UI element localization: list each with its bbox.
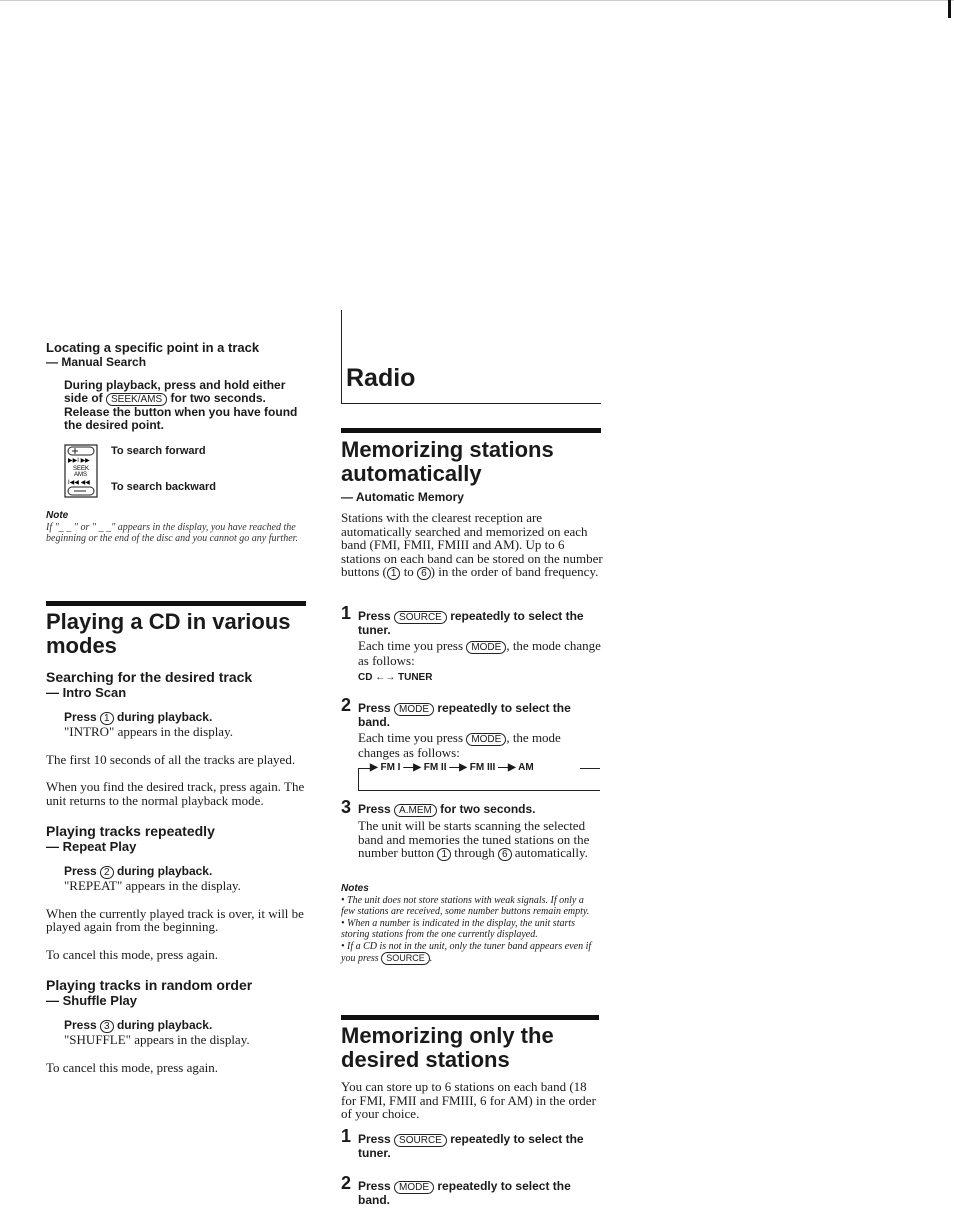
- note-heading: Note: [46, 510, 69, 521]
- playing-modes-title: Playing a CD in various modes: [46, 609, 291, 658]
- repeat-press-line: Press 2 during playback.: [64, 864, 213, 878]
- button-6-key: 6: [417, 567, 431, 580]
- auto-step-3: Press A.MEM for two seconds. The unit will be starts scanning the selected band and memories the tuned stations on the number button 1 through 6 automatically.: [358, 803, 603, 861]
- mode-key: MODE: [466, 733, 506, 746]
- auto-subtitle: — Automatic Memory: [341, 490, 464, 504]
- desired-title: Memorizing only the desired stations: [341, 1023, 554, 1072]
- desired-step-2: Press MODE repeatedly to select the band.: [358, 1179, 571, 1207]
- button-1-key: 1: [387, 567, 401, 580]
- radio-box-bottom-line: [341, 403, 601, 404]
- source-key: SOURCE: [394, 611, 447, 624]
- auto-step-1-body: Each time you press MODE , the mode change as follows:: [358, 638, 601, 668]
- radio-section-title: Radio: [346, 364, 416, 392]
- notes-heading: Notes: [341, 883, 369, 894]
- intro-paragraph-1: The first 10 seconds of all the tracks are played.: [46, 751, 296, 767]
- locating-section: [46, 340, 311, 432]
- auto-step-3-number: 3: [341, 797, 352, 817]
- shuffle-subtitle: — Shuffle Play: [46, 993, 138, 1008]
- auto-notes: [341, 883, 596, 965]
- svg-text:▶▶I ▶▶: ▶▶I ▶▶: [68, 458, 90, 464]
- auto-intro: Stations with the clearest reception are automatically searched and memorized on each band (FMI, FMII, FMIII and AM). Up to 6 stations on each band can be stored on the number buttons ( 1 to 6 ) in the order of band frequency.: [341, 510, 603, 579]
- auto-step-1-number: 1: [341, 603, 352, 623]
- svg-text:I◀◀ ◀◀: I◀◀ ◀◀: [68, 480, 90, 486]
- repeat-paragraph-1: When the currently played track is over, it will be played again from the beginning.: [46, 905, 304, 934]
- auto-step-2-body: Each time you press MODE , the mode changes as follows:: [358, 730, 561, 760]
- flow-line-bottom: [358, 790, 600, 791]
- svg-text:AMS: AMS: [74, 472, 88, 478]
- band-flow-text: ▶ FM I —▶ FM II —▶ FM III —▶ AM: [370, 762, 534, 773]
- note-text: If "_ _ " or " _ _" appears in the display, you have reached the beginning or the end of the disc and you cannot go any further.: [46, 521, 298, 544]
- button-1-key: 1: [437, 848, 451, 861]
- search-backward-label: To search backward: [111, 481, 216, 493]
- svg-text:SEEK: SEEK: [73, 466, 90, 472]
- repeat-paragraph-2: To cancel this mode, press again.: [46, 946, 219, 962]
- band-flow-diagram: [358, 760, 600, 792]
- desired-step-1-number: 1: [341, 1126, 352, 1146]
- repeat-title: Playing tracks repeatedly: [46, 823, 215, 839]
- shuffle-title: Playing tracks in random order: [46, 977, 253, 993]
- source-key: SOURCE: [394, 1134, 447, 1147]
- shuffle-press-line: Press 3 during playback.: [64, 1018, 213, 1032]
- desired-intro: You can store up to 6 stations on each band (18 for FMI, FMII and FMIII, 6 for AM) in the order of your choice.: [341, 1079, 596, 1121]
- section-rule: [46, 601, 306, 606]
- button-1-key: 1: [100, 712, 114, 725]
- mode-key: MODE: [394, 703, 434, 716]
- crop-mark: [948, 0, 951, 18]
- repeat-subtitle: — Repeat Play: [46, 839, 137, 854]
- cd-tuner-flow: CD ←→ TUNER: [358, 671, 433, 683]
- intro-display: "INTRO" appears in the display.: [64, 724, 233, 739]
- top-border-line: [0, 0, 954, 1]
- auto-step-2: Press MODE repeatedly to select the band. Each time you press MODE , the mode changes as follows:: [358, 702, 603, 760]
- button-6-key: 6: [498, 848, 512, 861]
- flow-line-top-left: [358, 768, 370, 769]
- shuffle-display: "SHUFFLE" appears in the display.: [64, 1032, 250, 1047]
- seek-ams-diagram: [64, 444, 98, 498]
- auto-step-2-number: 2: [341, 695, 352, 715]
- intro-scan-section: [46, 669, 311, 1074]
- search-forward-label: To search forward: [111, 445, 206, 457]
- intro-paragraph-2: When you find the desired track, press again. The unit returns to the normal playback mode.: [46, 779, 305, 808]
- auto-step-3-body: The unit will be starts scanning the selected band and memories the tuned stations on the number button 1 through 6 automatically.: [358, 818, 590, 860]
- locating-note: [46, 510, 308, 545]
- note-1: • The unit does not store stations with weak signals. If only a few stations are received, some number buttons remain empty.: [341, 894, 590, 917]
- note-2: • When a number is indicated in the display, the unit starts storing stations from the one currently displayed.: [341, 917, 576, 940]
- auto-step-1: Press SOURCE repeatedly to select the tuner. Each time you press MODE , the mode change as follows: CD ←→ TUNER: [358, 610, 603, 683]
- desired-section-rule: [341, 1015, 599, 1020]
- mode-key: MODE: [466, 641, 506, 654]
- locating-title: Locating a specific point in a track: [46, 340, 260, 355]
- flow-line-right: [580, 768, 600, 769]
- button-2-key: 2: [100, 866, 114, 879]
- amem-key: A.MEM: [394, 804, 437, 817]
- desired-step-2-number: 2: [341, 1173, 352, 1193]
- auto-section-rule: [341, 428, 601, 433]
- flow-line-left: [358, 768, 359, 790]
- source-key: SOURCE: [381, 952, 430, 965]
- shuffle-paragraph-1: To cancel this mode, press again.: [46, 1059, 219, 1075]
- button-3-key: 3: [100, 1020, 114, 1033]
- mode-key: MODE: [394, 1181, 434, 1194]
- note-3: • If a CD is not in the unit, only the tuner band appears even if you press SOURCE .: [341, 940, 592, 964]
- seek-ams-button-icon: [64, 444, 98, 498]
- locating-instruction: During playback, press and hold either side of SEEK/AMS for two seconds. Release the button when you have found the desired point.: [64, 378, 298, 432]
- auto-title: Memorizing stations automatically: [341, 437, 554, 486]
- seek-ams-key: SEEK/AMS: [106, 393, 167, 406]
- radio-box-left-line: [341, 310, 342, 404]
- searching-title: Searching for the desired track: [46, 669, 253, 685]
- intro-press-line: Press 1 during playback.: [64, 710, 213, 724]
- desired-step-1: Press SOURCE repeatedly to select the tuner.: [358, 1132, 584, 1160]
- searching-subtitle: — Intro Scan: [46, 685, 127, 700]
- repeat-display: "REPEAT" appears in the display.: [64, 878, 241, 893]
- locating-subtitle: — Manual Search: [46, 355, 147, 369]
